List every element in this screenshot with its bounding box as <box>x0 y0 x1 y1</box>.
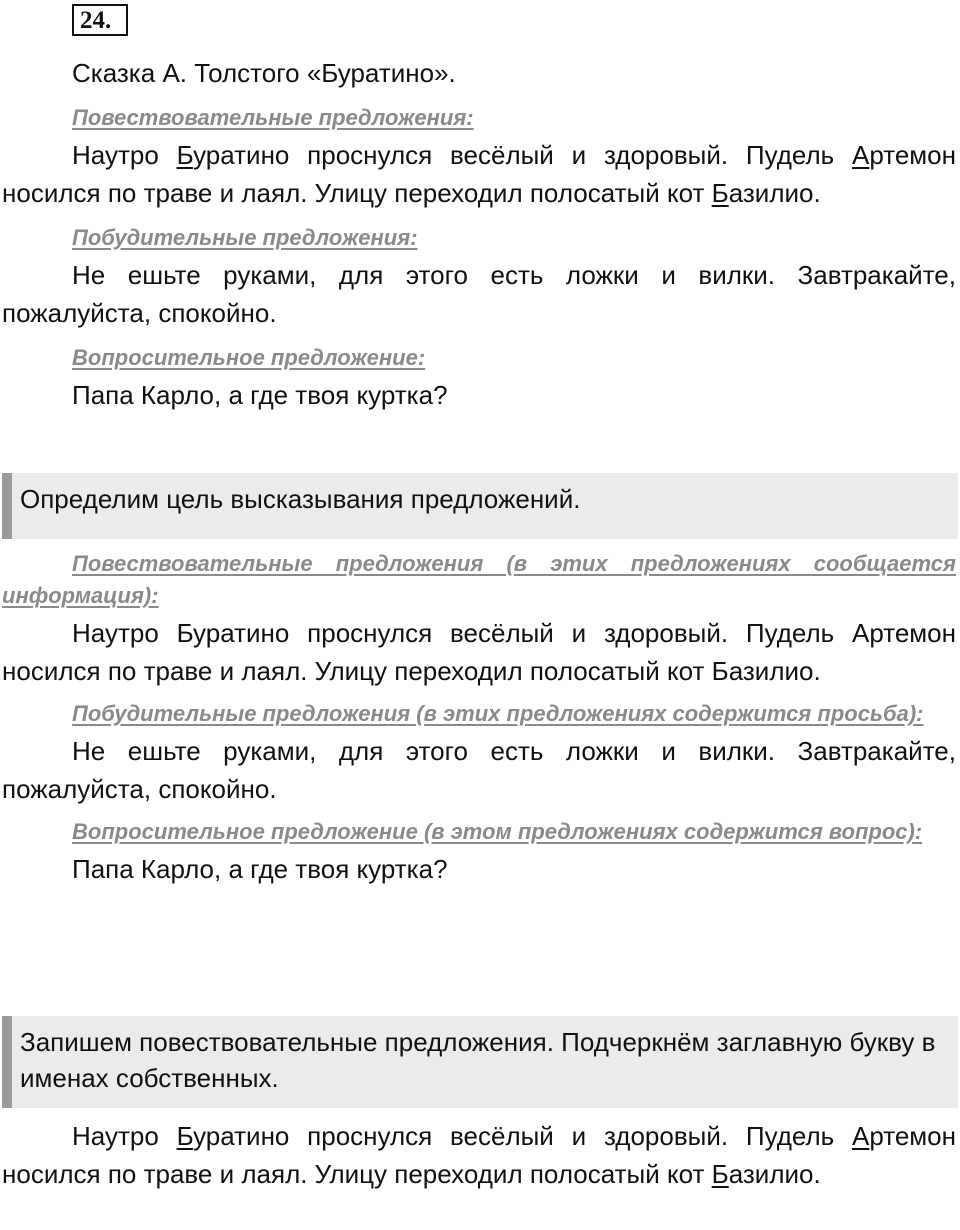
task-number: 24. <box>72 4 128 36</box>
part3 <box>2 1117 956 1193</box>
narrative-text: Наутро Буратино проснулся весёлый и здоровый. Пудель Артемон носился по траве и лаял. Улицу переходил полосатый кот Базилио. <box>2 140 956 208</box>
question-text-2: Папа Карло, а где твоя куртка? <box>72 854 448 884</box>
imperative-text-2: Не ешьте руками, для этого есть ложки и вилки. Завтракайте, пожалуйста, спокойно. <box>2 736 956 804</box>
heading-question-explained: Вопросительное предложение (в этом предложениях содержится вопрос): <box>72 819 923 844</box>
narrative-text-3: Наутро Буратино проснулся весёлый и здоровый. Пудель Артемон носился по траве и лаял. Улицу переходил полосатый кот Базилио. <box>2 1121 956 1189</box>
intro: Сказка А. Толстого «Буратино». <box>72 58 456 88</box>
part1 <box>2 102 956 414</box>
heading-narrative: Повествовательные предложения: <box>72 105 474 130</box>
note-underline: Запишем повествовательные предложения. Подчеркнём заглавную букву в именах собственных. <box>2 1016 958 1108</box>
question-text: Папа Карло, а где твоя куртка? <box>72 380 448 410</box>
heading-imperative-explained: Побудительные предложения (в этих предложениях содержится просьба): <box>72 701 924 726</box>
note-purpose: Определим цель высказывания предложений. <box>2 473 958 539</box>
narrative-text-2: Наутро Буратино проснулся весёлый и здоровый. Пудель Артемон носился по траве и лаял. Улицу переходил полосатый кот Базилио. <box>2 618 956 686</box>
heading-question: Вопросительное предложение: <box>72 345 426 370</box>
imperative-text: Не ешьте руками, для этого есть ложки и вилки. Завтракайте, пожалуйста, спокойно. <box>2 260 956 328</box>
heading-imperative: Побудительные предложения: <box>72 225 418 250</box>
part2 <box>2 548 956 888</box>
heading-narrative-explained: Повествовательные предложения (в этих предложениях сообщается информация): <box>2 551 956 608</box>
